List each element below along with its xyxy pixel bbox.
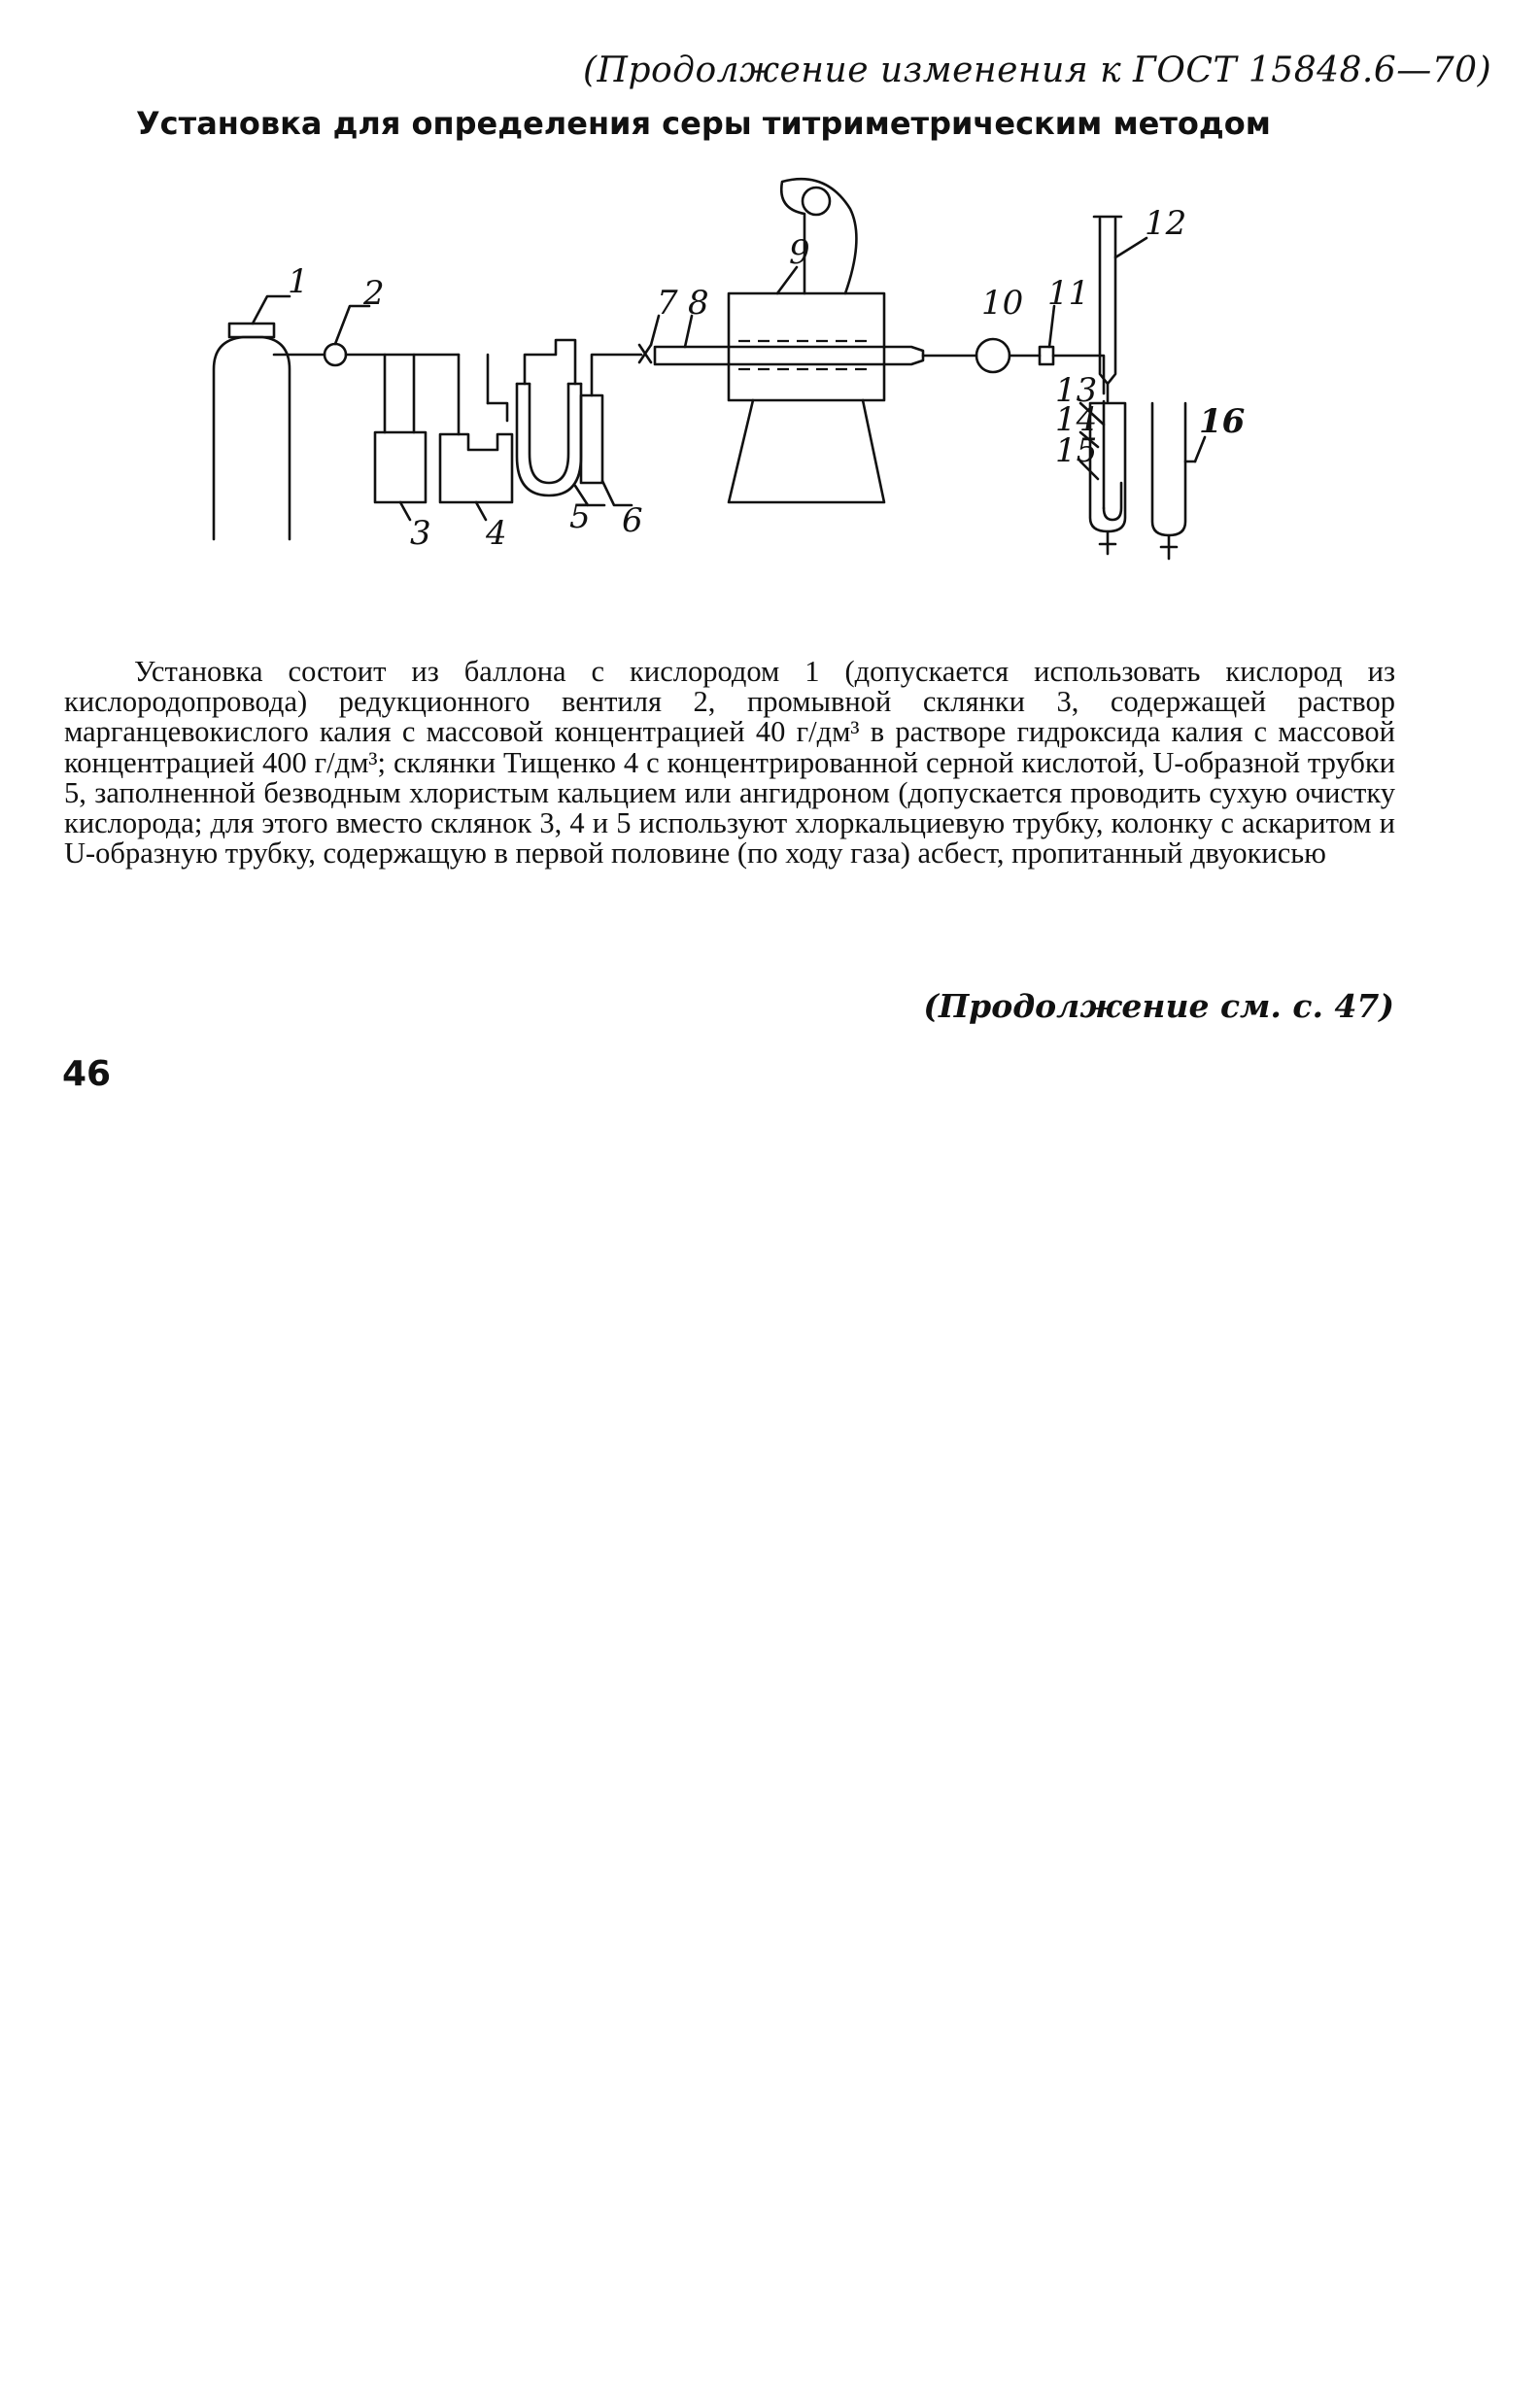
callout-9: 9 — [789, 233, 810, 272]
combustion-tube — [655, 341, 923, 369]
continuation-note: (Продолжение см. с. 47) — [923, 987, 1394, 1025]
reducing-valve — [325, 344, 346, 365]
callout-7: 7 — [657, 284, 678, 323]
running-header: (Продолжение изменения к ГОСТ 15848.6—70) — [583, 51, 1492, 90]
burette — [1094, 217, 1121, 401]
callout-1: 1 — [288, 262, 309, 301]
u-tube — [517, 340, 581, 495]
callout-3: 3 — [410, 514, 431, 553]
apparatus-diagram-svg — [194, 170, 1312, 602]
callout-8: 8 — [688, 284, 709, 323]
callout-5: 5 — [569, 497, 591, 536]
callout-6: 6 — [622, 501, 643, 540]
comparison-vessel — [1152, 403, 1195, 559]
callout-16: 16 — [1199, 402, 1246, 441]
page-number: 46 — [62, 1054, 112, 1094]
body-text — [64, 657, 1395, 869]
callout-15: 15 — [1055, 431, 1098, 470]
callout-13: 13 — [1055, 371, 1098, 410]
drying-column — [581, 355, 641, 483]
body-paragraph: Установка состоит из баллона с кислородом 1 (допускается использовать кислород из кислородопровода) редукционного вентиля 2, промывной склянки 3, содержащей раствор марганцевокислого калия с массовой концентрацией 40 г/дм³ в растворе гидроксида калия с массовой концентрацией 400 г/дм³; склянки Тищенко 4 с концентрированной серной кислотой, U-образной трубки 5, заполненной безводным хлористым кальцием или ангидроном (допускается проводить сухую очистку кислорода; для этого вместо склянок 3, 4 и 5 используют хлоркальциевую трубку, колонку с аскаритом и U-образную трубку, содержащую в первой половине (по ходу газа) асбест, пропитанный двуокисью — [64, 655, 1395, 871]
callout-10: 10 — [981, 284, 1024, 323]
absorber-bulb — [976, 339, 1010, 372]
wash-bottle — [375, 355, 426, 502]
apparatus-diagram — [194, 170, 1312, 602]
callout-14: 14 — [1055, 400, 1098, 439]
callout-4: 4 — [486, 514, 507, 553]
callout-12: 12 — [1145, 204, 1187, 243]
figure-title: Установка для определения серы титриметрическим методом — [136, 105, 1271, 142]
callout-11: 11 — [1047, 274, 1090, 313]
callout-2: 2 — [363, 274, 385, 313]
tishchenko-bottle — [440, 355, 512, 502]
